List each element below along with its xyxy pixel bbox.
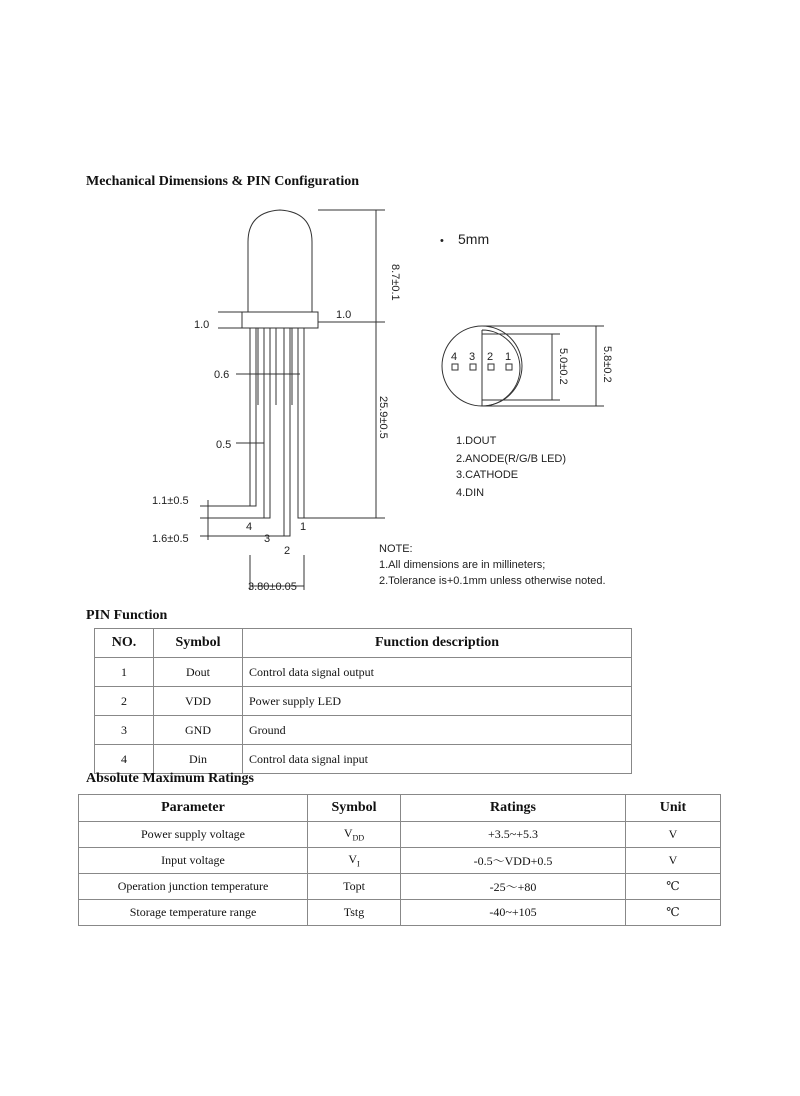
cell-symbol: Din [154, 745, 243, 774]
lead-1 [298, 328, 304, 518]
cell-unit: ℃ [626, 874, 721, 900]
cell-symbol: GND [154, 716, 243, 745]
top-pin-4: 4 [451, 351, 458, 363]
top-pin-1: 1 [505, 351, 512, 363]
amr-title: Absolute Maximum Ratings [86, 771, 255, 786]
cell-symbol: VDD [154, 687, 243, 716]
cell-no: 1 [95, 658, 154, 687]
pin-label-3: 3 [264, 533, 271, 545]
cell-desc: Ground [243, 716, 632, 745]
cell-symbol [308, 848, 401, 874]
table-row [79, 874, 721, 900]
header-unit: Unit [626, 795, 721, 822]
cell-parameter: Storage temperature range [79, 900, 308, 926]
dim-pin-wide: 0.6 [214, 369, 230, 381]
cell-symbol: Tstg [308, 900, 401, 926]
table-row [95, 745, 632, 774]
pin-label-2: 2 [284, 545, 291, 557]
note-2: 2.Tolerance is+0.1mm unless otherwise noted. [379, 575, 606, 587]
lead-4 [250, 328, 256, 506]
table-row [95, 658, 632, 687]
cell-symbol [308, 822, 401, 848]
lead-2 [284, 328, 290, 536]
table-header-row [79, 795, 721, 822]
cell-no: 3 [95, 716, 154, 745]
pin-label-1: 1 [300, 521, 307, 533]
header-symbol: Symbol [154, 629, 243, 658]
header-function: Function description [243, 629, 632, 658]
header-symbol: Symbol [308, 795, 401, 822]
mechanical-drawing [0, 200, 800, 600]
cell-desc: Power supply LED [243, 687, 632, 716]
cell-rating: +3.5~+5.3 [401, 822, 626, 848]
cell-desc: Control data signal input [243, 745, 632, 774]
cell-unit: V [626, 822, 721, 848]
lead-3 [264, 328, 270, 518]
table-row [95, 687, 632, 716]
dim-step1: 1.1±0.5 [152, 495, 189, 507]
cell-unit: V [626, 848, 721, 874]
dim-body-dia: 5.0±0.2 [557, 348, 569, 385]
table-row [79, 900, 721, 926]
dim-pitch: 3.80±0.05 [248, 581, 297, 593]
dim-lead-length: 25.9±0.5 [377, 396, 389, 439]
led-flange [242, 312, 318, 328]
top-pin-2: 2 [487, 351, 494, 363]
pin-desc-2: 2.ANODE(R/G/B LED) [456, 453, 567, 465]
symbol-main: V [348, 852, 357, 867]
led-dome [248, 210, 312, 312]
symbol-sub: I [357, 859, 360, 869]
cell-desc: Control data signal output [243, 658, 632, 687]
cell-no: 4 [95, 745, 154, 774]
cell-symbol: Dout [154, 658, 243, 687]
cell-rating: -25～+80 [401, 874, 626, 900]
dim-pin-narrow: 0.5 [216, 439, 232, 451]
absolute-max-ratings-table [78, 794, 721, 926]
pin-function-title: PIN Function [86, 608, 168, 623]
package-label: 5mm [458, 231, 490, 247]
cell-symbol: Topt [308, 874, 401, 900]
top-pin-3: 3 [469, 351, 476, 363]
pin-desc-1: 1.DOUT [456, 435, 497, 447]
header-ratings: Ratings [401, 795, 626, 822]
dim-height: 8.7±0.1 [389, 264, 401, 301]
table-row [79, 848, 721, 874]
dim-rim-right: 1.0 [336, 309, 352, 321]
cell-rating: -40~+105 [401, 900, 626, 926]
pin-function-table [94, 628, 632, 774]
dim-rim-left: 1.0 [194, 319, 210, 331]
cell-no: 2 [95, 687, 154, 716]
table-row [79, 822, 721, 848]
table-header-row [95, 629, 632, 658]
dim-flange-dia: 5.8±0.2 [601, 346, 613, 383]
cell-rating: -0.5～VDD+0.5 [401, 848, 626, 874]
cell-parameter: Input voltage [79, 848, 308, 874]
header-parameter: Parameter [79, 795, 308, 822]
dim-step2: 1.6±0.5 [152, 533, 189, 545]
pin-desc-3: 3.CATHODE [456, 469, 519, 481]
package-bullet: • [440, 235, 444, 247]
symbol-sub: DD [352, 833, 365, 843]
table-row [95, 716, 632, 745]
note-1: 1.All dimensions are in millineters; [379, 559, 546, 571]
pin-desc-4: 4.DIN [456, 487, 485, 499]
cell-parameter: Operation junction temperature [79, 874, 308, 900]
header-no: NO. [95, 629, 154, 658]
symbol-main: V [343, 826, 353, 841]
cell-parameter: Power supply voltage [79, 822, 308, 848]
pin-label-4: 4 [246, 521, 253, 533]
note-title: NOTE: [379, 543, 413, 555]
mechanical-title: Mechanical Dimensions & PIN Configuration [86, 174, 359, 189]
cell-unit: ℃ [626, 900, 721, 926]
